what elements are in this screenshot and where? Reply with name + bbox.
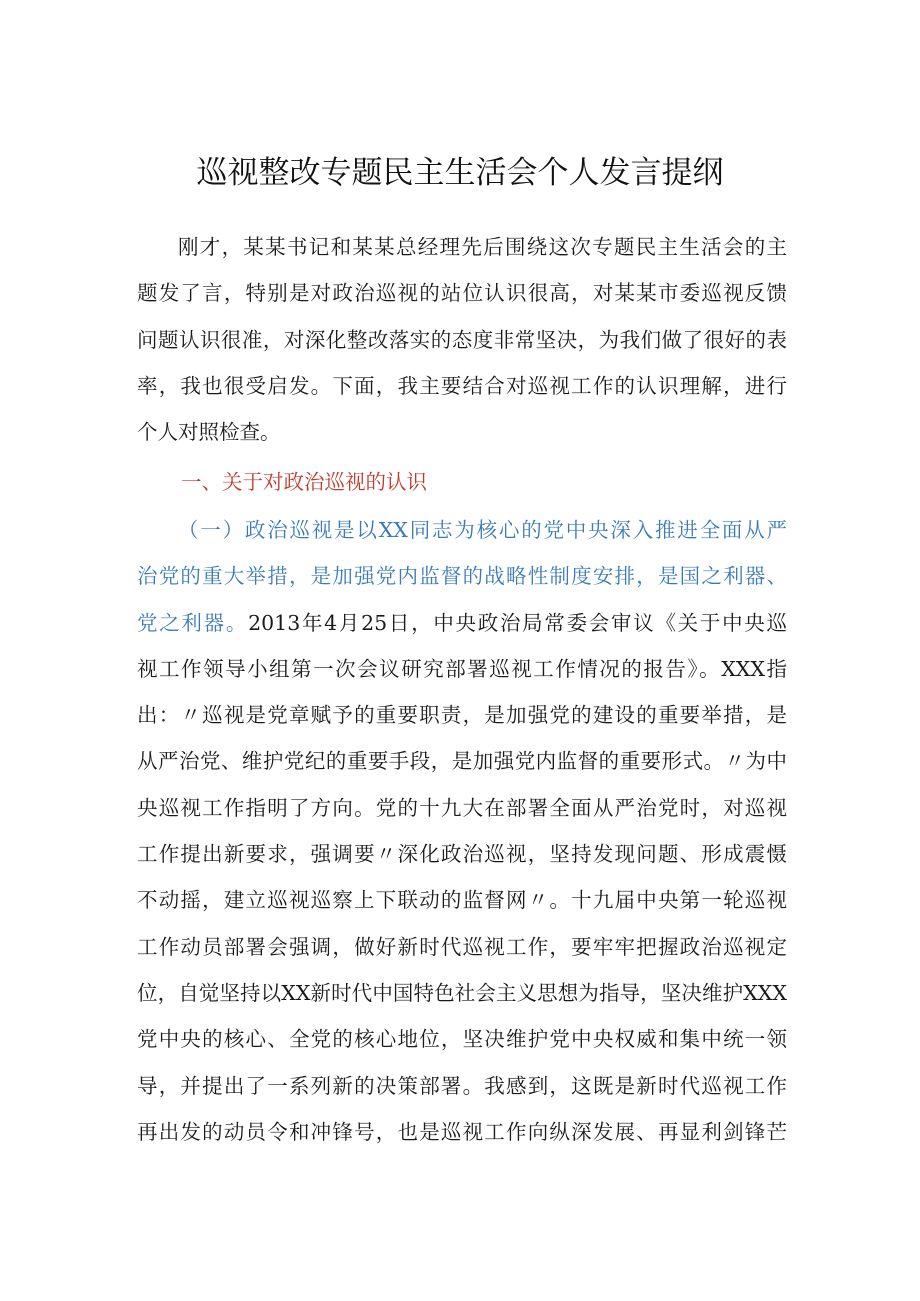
paragraph-line: 再出发的动员令和冲锋号，也是巡视工作向纵深发展、再显利剑锋芒 [137, 1119, 787, 1144]
highlight-line: 治党的重大举措，是加强党内监督的战略性制度安排，是国之利器、 [137, 564, 787, 589]
section1-paragraph [137, 507, 787, 1155]
intro-line: 刚才，某某书记和某某总经理先后围绕这次专题民主生活会的主 [178, 235, 787, 259]
paragraph-line: 不动摇，建立巡视巡察上下联动的监督网〃。十九届中央第一轮巡视 [137, 888, 787, 913]
paragraph-line: 工作动员部署会强调，做好新时代巡视工作，要牢牢把握政治巡视定 [137, 934, 787, 959]
paragraph-line [137, 600, 787, 646]
document-title: 巡视整改专题民主生活会个人发言提纲 [196, 155, 724, 191]
line-text: 2013年4月25日，中央政治局常委会审议《关于中央巡 [248, 610, 787, 635]
paragraph-line: 央巡视工作指明了方向。党的十九大在部署全面从严治党时，对巡视 [137, 795, 787, 820]
paragraph-line: 党中央的核心、全党的核心地位，坚决维护党中央权威和集中统一领 [137, 1027, 787, 1052]
intro-line: 率，我也很受启发。下面，我主要结合对巡视工作的认识理解，进行 [137, 373, 787, 398]
highlight-text: 党之利器。 [137, 610, 249, 635]
paragraph-line: 位，自觉坚持以XX新时代中国特色社会主义思想为指导，坚决维护XXX [137, 980, 787, 1005]
highlight-line: （一）政治巡视是以XX同志为核心的党中央深入推进全面从严 [178, 518, 787, 542]
intro-line: 问题认识很准，对深化整改落实的态度非常坚决，为我们做了很好的表 [137, 327, 787, 352]
section-heading: 一、关于对政治巡视的认识 [181, 470, 427, 494]
intro-line: 题发了言，特别是对政治巡视的站位认识很高，对某某市委巡视反馈 [137, 281, 787, 306]
intro-paragraph [137, 224, 787, 455]
paragraph-line: 导，并提出了一系列新的决策部署。我感到，这既是新时代巡视工作 [137, 1073, 787, 1098]
paragraph-line: 出：〃巡视是党章赋予的重要职责，是加强党的建设的重要举措，是 [137, 703, 787, 728]
intro-line: 个人对照检查。 [137, 420, 281, 445]
paragraph-line: 视工作领导小组第一次会议研究部署巡视工作情况的报告》。XXX指 [137, 656, 787, 681]
paragraph-line: 工作提出新要求，强调要〃深化政治巡视，坚持发现问题、形成震慑 [137, 842, 787, 867]
paragraph-line: 从严治党、维护党纪的重要手段，是加强党内监督的重要形式。〃为中 [137, 749, 787, 774]
